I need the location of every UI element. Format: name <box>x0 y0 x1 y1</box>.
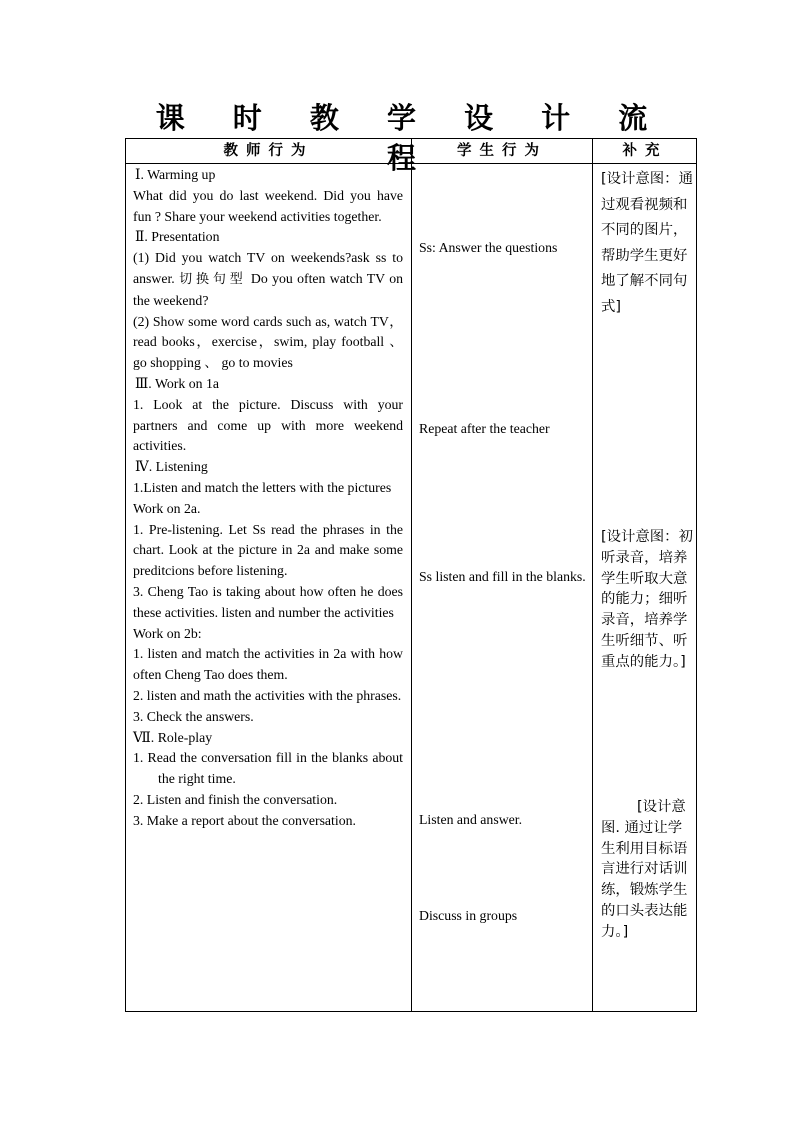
listening-step-1: 1.Listen and match the letters with the pictures <box>133 479 392 495</box>
design-intent-note-2: [设计意图：初听录音，培养学生听取大意的能力；细听录音，培养学生听细节、听重点的能力。] <box>601 529 693 670</box>
section-presentation-title: Ⅱ. Presentation <box>135 229 220 245</box>
work-on-1a-text: 1. Look at the picture. Discuss with your partners and come up with more weekend activities. <box>133 396 403 454</box>
warming-up-text: What did you do last weekend. Did you have fun ? Share your weekend activities together. <box>133 187 403 224</box>
student-action-listen-answer: Listen and answer. <box>419 812 523 827</box>
work-on-2b-step-2: 2. listen and math the activities with the phrases. <box>133 687 402 703</box>
role-play-step-2: 2. Listen and finish the conversation. <box>133 791 338 807</box>
header-student-behavior: 学生行为 <box>457 143 547 159</box>
teacher-behavior-column <box>133 165 403 832</box>
header-divider <box>126 163 696 164</box>
work-on-2b-step-1: 1. listen and match the activities in 2a with how often Cheng Tao does them. <box>133 646 403 683</box>
section-listening-title: Ⅳ. Listening <box>135 459 208 475</box>
presentation-step-1 <box>133 248 403 311</box>
work-on-2a-step-3: 3. Cheng Tao is taking about how often he does these activities. listen and number the activities <box>133 583 403 620</box>
design-intent-note-1: [设计意图：通过观看视频和不同的图片，帮助学生更好地了解不同句式] <box>601 171 693 315</box>
section-warming-up-title: Ⅰ. Warming up <box>135 167 216 182</box>
work-on-2a-label: Work on 2a. <box>133 500 201 516</box>
role-play-step-3: 3. Make a report about the conversation. <box>133 812 356 828</box>
work-on-2b-label: Work on 2b: <box>133 625 202 641</box>
design-intent-note-3: [设计意图. 通过让学生利用目标语言进行对话训练，锻炼学生的口头表达能力。] <box>601 799 688 940</box>
student-action-listen-fill: Ss listen and fill in the blanks. <box>419 569 586 584</box>
section-work-on-1a-title: Ⅲ. Work on 1a <box>135 375 219 391</box>
presentation-step-1-question-2: Do you often watch TV on the weekend? <box>133 270 404 308</box>
presentation-step-1-switch-note: 切换句型 <box>179 271 247 287</box>
work-on-2b-step-3: 3. Check the answers. <box>133 708 254 724</box>
role-play-step-1: 1. Read the conversation fill in the blanks about the right time. <box>133 750 403 787</box>
header-supplement: 补充 <box>622 143 668 159</box>
student-action-answer: Ss: Answer the questions <box>419 240 558 255</box>
page-title: 课 时 教 学 设 计 流 程 <box>155 101 667 175</box>
student-action-discuss: Discuss in groups <box>419 908 518 923</box>
work-on-2a-step-1: 1. Pre-listening. Let Ss read the phrases in the chart. Look at the picture in 2a and make some preditcions before listening. <box>133 521 403 579</box>
column-divider <box>592 139 593 1011</box>
lesson-flow-table <box>125 138 697 1012</box>
student-action-repeat: Repeat after the teacher <box>419 421 550 436</box>
presentation-step-1-question: (1) Did you watch TV on weekends?ask ss to answer. <box>133 250 403 286</box>
section-role-play-title: Ⅶ. Role-play <box>133 729 213 745</box>
header-teacher-behavior: 教师行为 <box>223 143 314 159</box>
column-divider <box>411 139 412 1011</box>
presentation-step-2: (2) Show some word cards such as, watch TV，read books，exercise，swim, play football 、go shopping 、 go to movies <box>133 313 403 371</box>
